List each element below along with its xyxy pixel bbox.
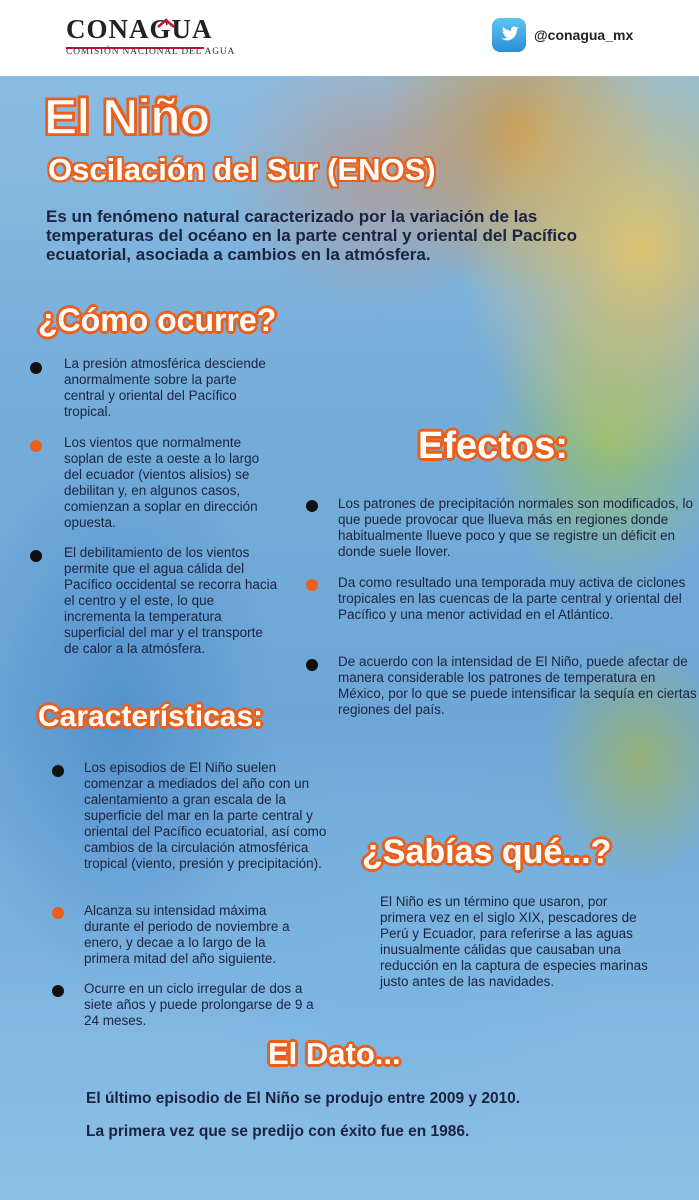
bullet-dot bbox=[30, 440, 42, 452]
twitter-handle[interactable]: @conagua_mx bbox=[534, 27, 634, 43]
caracteristicas-item-2: Alcanza su intensidad máxima durante el periodo de noviembre a enero, y decae a lo largo de la primera mitad del año siguiente. bbox=[84, 903, 290, 966]
bullet-dot bbox=[306, 579, 318, 591]
caracteristicas-item-1: Los episodios de El Niño suelen comenzar a mediados del año con un calentamiento a gran escala de la superficie del mar en la parte central y oriental del Pacífico ecuatorial, así como cambios de la circulación atmosférica tropical (viento, presión y precipitación). bbox=[84, 760, 327, 871]
efectos-heading: Efectos: bbox=[418, 425, 568, 467]
bullet-dot bbox=[52, 985, 64, 997]
como-ocurre-item-1: La presión atmosférica desciende anormalmente sobre la parte central y oriental del Pacífico tropical. bbox=[64, 356, 266, 419]
caracteristicas-item-3: Ocurre en un ciclo irregular de dos a siete años y puede prolongarse de 9 a 24 meses. bbox=[84, 981, 314, 1028]
bullet-dot bbox=[52, 907, 64, 919]
twitter-link[interactable] bbox=[492, 18, 633, 52]
logo-wave-icon bbox=[156, 18, 188, 30]
efectos-item-2: Da como resultado una temporada muy activa de ciclones tropicales en las cuencas de la parte central y oriental del Pacífico y una menor actividad en el Atlántico. bbox=[338, 575, 686, 622]
bullet-dot bbox=[30, 362, 42, 374]
bullet-dot bbox=[52, 765, 64, 777]
dato-heading: El Dato... bbox=[268, 1036, 401, 1071]
como-ocurre-heading: ¿Cómo ocurre? bbox=[38, 302, 277, 338]
page-subtitle: Oscilación del Sur (ENOS) bbox=[48, 152, 436, 187]
page-title: El Niño bbox=[44, 89, 210, 145]
intro-text: Es un fenómeno natural caracterizado por la variación de las temperaturas del océano en la parte central y oriental del Pacífico ecuatorial, asociada a cambios en la atmósfera. bbox=[46, 207, 577, 264]
logo-wordmark: CONAGUA bbox=[66, 14, 213, 44]
logo-subtitle: COMISIÓN NACIONAL DEL AGUA bbox=[66, 47, 236, 57]
bullet-dot bbox=[306, 500, 318, 512]
header-bar bbox=[0, 0, 699, 76]
efectos-item-1: Los patrones de precipitación normales son modificados, lo que puede provocar que llueva más en regiones donde habitualmente llueve poco y que se registre un déficit en donde suele llover. bbox=[338, 496, 693, 559]
caracteristicas-heading: Características: bbox=[38, 700, 264, 733]
como-ocurre-item-2: Los vientos que normalmente soplan de este a oeste a lo largo del ecuador (vientos alisios) se debilitan y, en algunos casos, comienzan a soplar en dirección opuesta. bbox=[64, 435, 260, 530]
twitter-bird-icon bbox=[492, 18, 526, 52]
sabias-heading: ¿Sabías qué...? bbox=[362, 833, 612, 871]
efectos-item-3: De acuerdo con la intensidad de El Niño, puede afectar de manera considerable los patrones de temperatura en México, por lo que se puede intensificar la sequía en ciertas regiones del país. bbox=[338, 654, 697, 717]
bullet-dot bbox=[30, 550, 42, 562]
sabias-text: El Niño es un término que usaron, por primera vez en el siglo XIX, pescadores de Perú y Ecuador, para referirse a las aguas inusualmente cálidas que causaban una reducción en la captura de especies marinas justo antes de las navidades. bbox=[380, 894, 648, 989]
dato-line-1: El último episodio de El Niño se produjo entre 2009 y 2010. bbox=[86, 1090, 521, 1107]
como-ocurre-item-3: El debilitamiento de los vientos permite que el agua cálida del Pacífico occidental se recorra hacia el centro y el este, lo que incrementa la temperatura superficial del mar y el transporte de calor a la atmósfera. bbox=[64, 545, 278, 656]
dato-line-2: La primera vez que se predijo con éxito fue en 1986. bbox=[86, 1123, 470, 1140]
conagua-logo bbox=[66, 14, 235, 57]
bullet-dot bbox=[306, 659, 318, 671]
